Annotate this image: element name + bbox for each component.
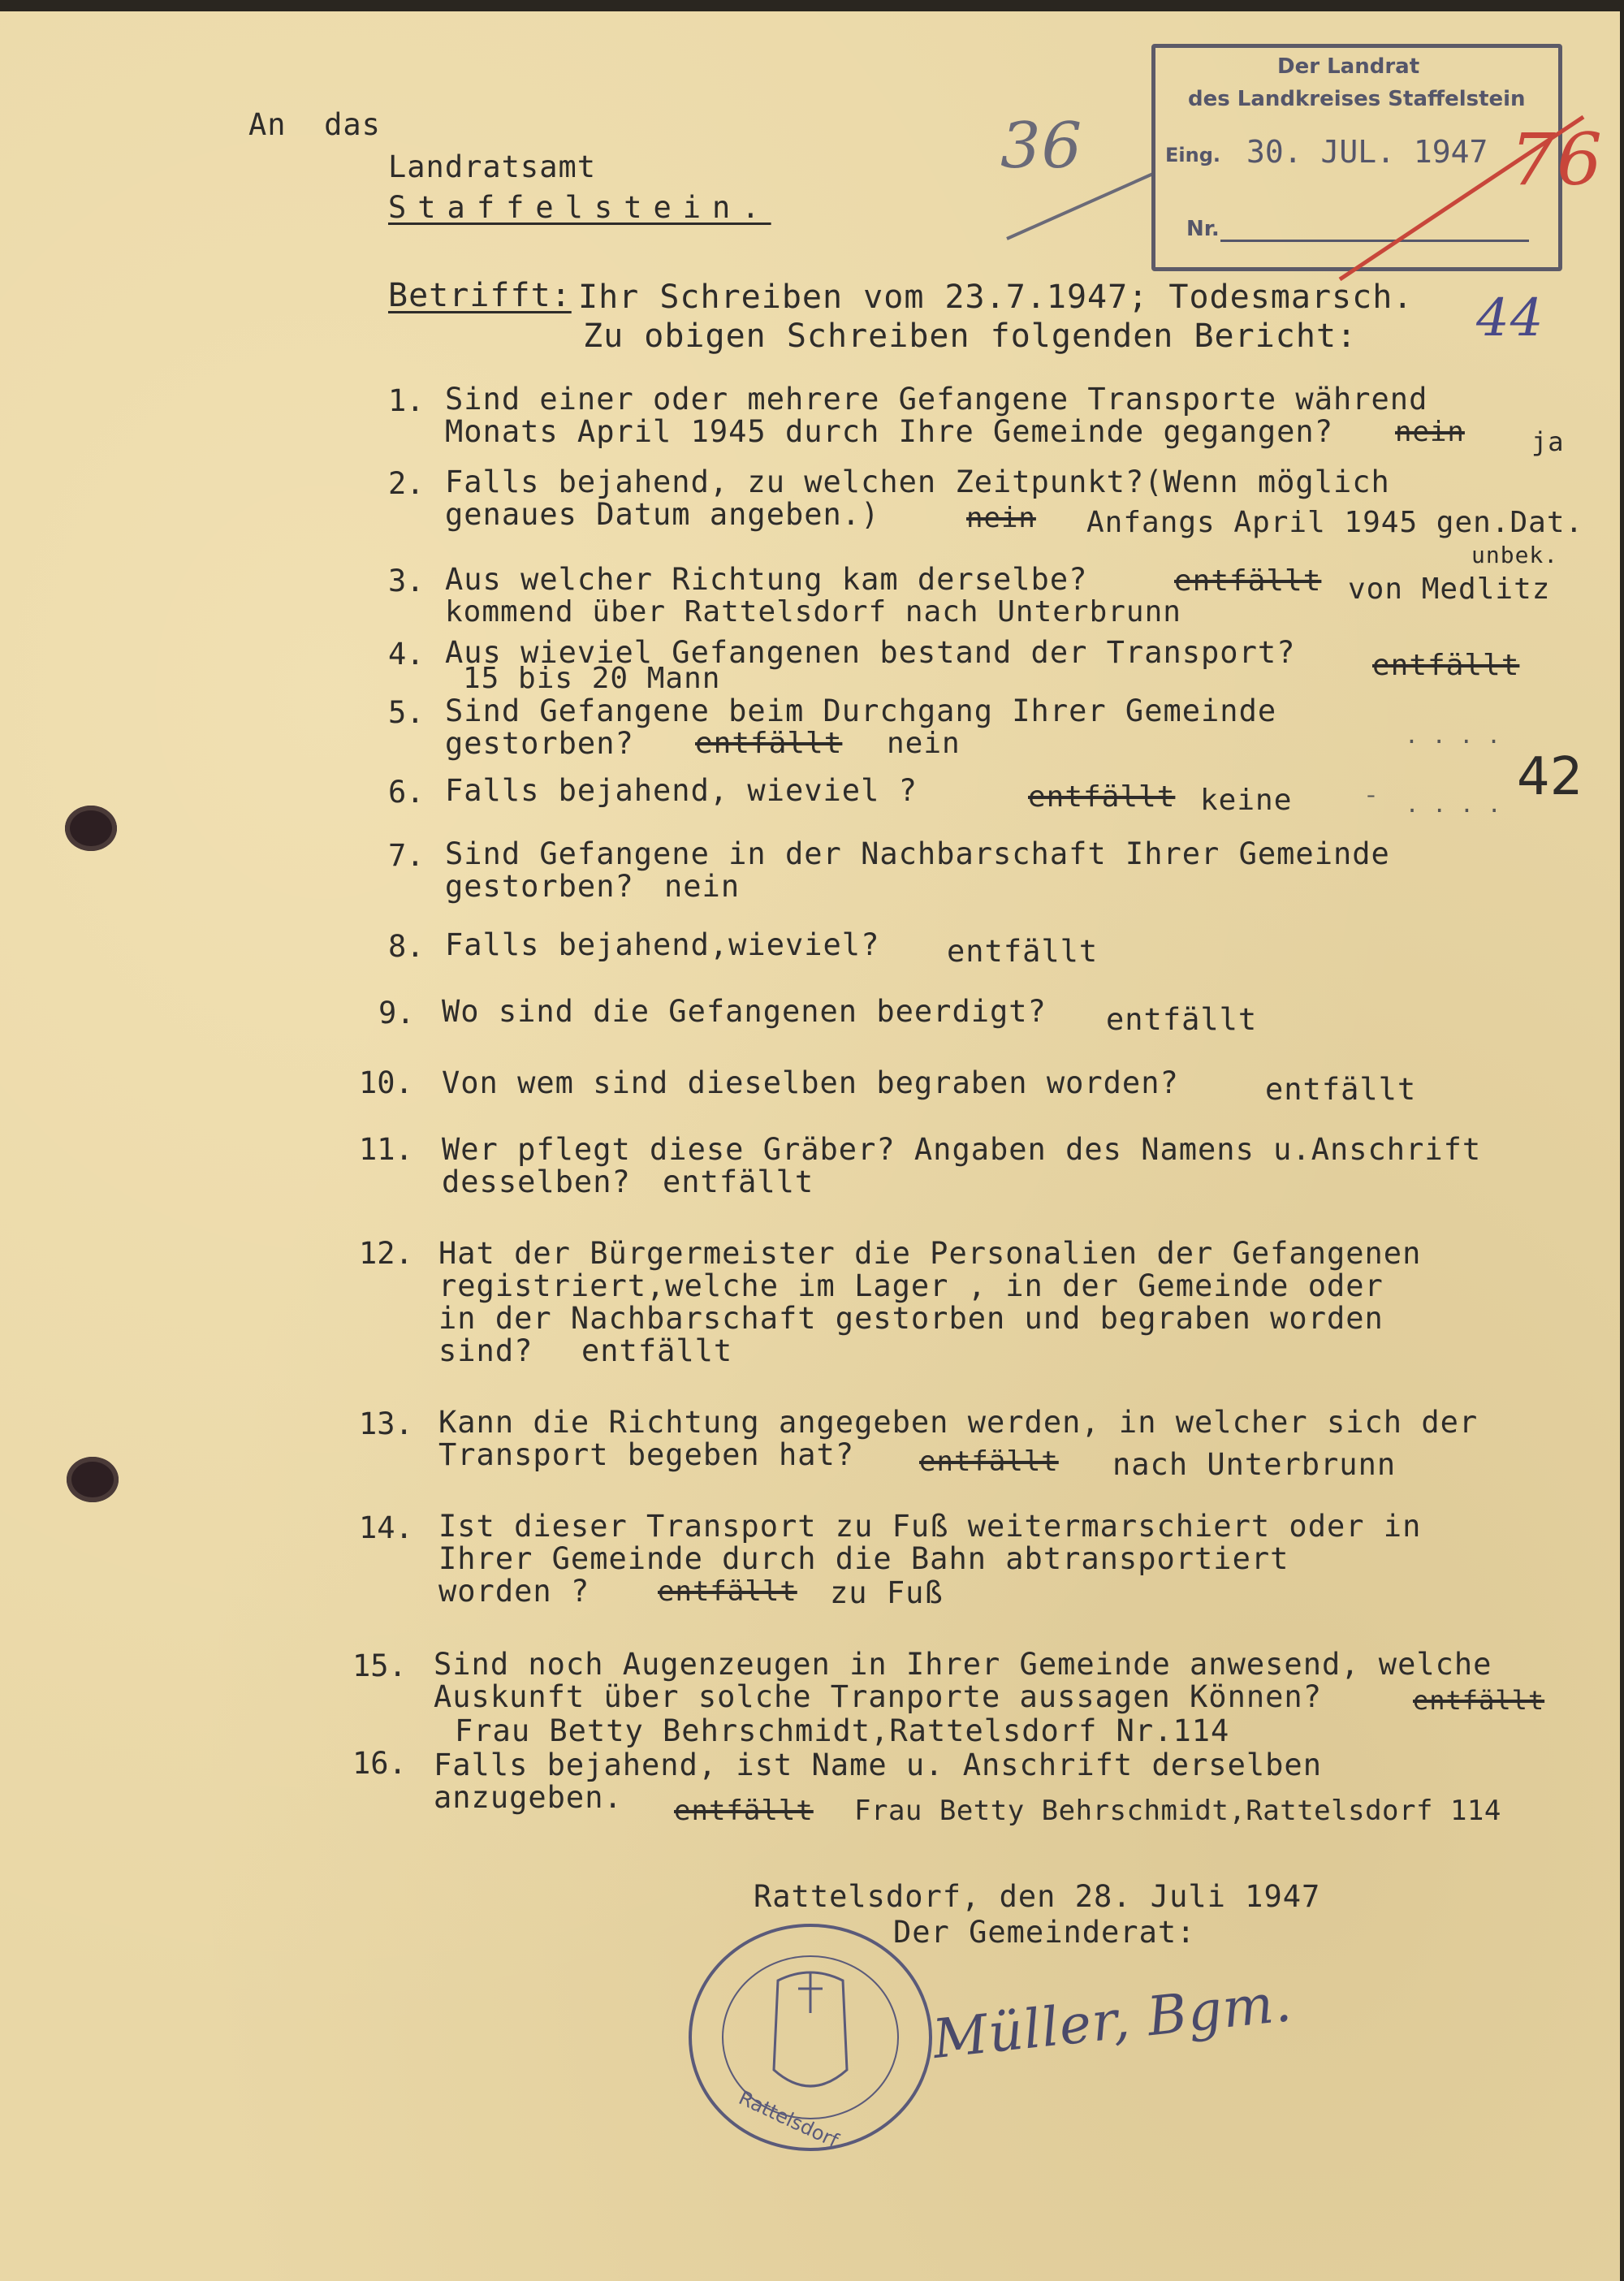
question-1-text: Sind einer oder mehrere Gefangene Transporte während Monats April 1945 durch Ihre Gemeinde gegangen? — [445, 382, 1428, 449]
question-11-text: Wer pflegt diese Gräber? Angaben des Namens u.Anschrift desselben? — [442, 1132, 1482, 1199]
stamp-line4: Nr. — [1186, 217, 1220, 241]
side-number: 42 — [1517, 747, 1583, 807]
subject-text: Ihr Schreiben vom 23.7.1947; Todesmarsch. — [578, 279, 1414, 316]
closing-place-date: Rattelsdorf, den 28. Juli 1947 — [754, 1879, 1321, 1914]
question-3-answer-2: kommend über Rattelsdorf nach Unterbrunn — [445, 595, 1181, 629]
question-5-answer: nein — [887, 727, 961, 760]
question-6-answer: keine — [1200, 784, 1293, 817]
question-3-text: Aus welcher Richtung kam derselbe? — [445, 562, 1088, 597]
question-2-number: 2. — [388, 466, 425, 501]
subject-hand-number: 44 — [1476, 288, 1544, 348]
stamp-date: 30. JUL. 1947 — [1246, 134, 1488, 170]
question-1-number: 1. — [388, 383, 425, 418]
question-3-number: 3. — [388, 564, 425, 598]
recipient-line1: An das — [248, 107, 381, 142]
question-12-number: 12. — [359, 1236, 413, 1271]
question-10-text: Von wem sind dieselben begraben worden? — [442, 1065, 1179, 1100]
question-3-struck: entfällt — [1174, 564, 1322, 598]
question-13-answer: nach Unterbrunn — [1112, 1447, 1397, 1482]
question-14-text: Ist dieser Transport zu Fuß weitermarschiert oder in Ihrer Gemeinde durch die Bahn abtransportiert worden ? — [438, 1509, 1422, 1609]
question-1-struck: nein — [1395, 416, 1465, 448]
question-2-struck: nein — [966, 502, 1036, 534]
stamp-line1: Der Landrat — [1277, 54, 1420, 79]
side-dots: . . . . — [1405, 722, 1501, 749]
subject-intro: Zu obigen Schreiben folgenden Bericht: — [583, 318, 1358, 355]
stamp-red-number: 76 — [1510, 118, 1603, 201]
question-15-struck: entfällt — [1413, 1685, 1545, 1716]
question-5-number: 5. — [388, 695, 425, 730]
municipal-seal — [680, 1916, 948, 2159]
question-2-answer-2: unbek. — [1471, 542, 1559, 568]
question-7-number: 7. — [388, 838, 425, 873]
signature: Müller, Bgm. — [930, 1971, 1295, 2071]
question-14-answer: zu Fuß — [830, 1575, 944, 1610]
seal-text: Rattelsdorf — [735, 2086, 842, 2153]
stamp-line3-prefix: Eing. — [1165, 144, 1221, 166]
side-dots-2: ¯ . . . . — [1364, 791, 1501, 818]
margin-slash — [999, 166, 1161, 247]
question-14-struck: entfällt — [658, 1575, 797, 1608]
question-10-answer: entfällt — [1265, 1072, 1417, 1107]
question-15-answer: Frau Betty Behrschmidt,Rattelsdorf Nr.114 — [455, 1713, 1230, 1748]
question-1-answer: ja — [1531, 426, 1565, 457]
recipient-line3: Staffelstein. — [388, 190, 771, 225]
question-16-text: Falls bejahend, ist Name u. Anschrift derselben anzugeben. — [434, 1747, 1322, 1815]
question-13-text: Kann die Richtung angegeben werden, in welcher sich der Transport begeben hat? — [438, 1405, 1479, 1472]
red-slash — [1332, 109, 1592, 287]
question-7-text: Sind Gefangene in der Nachbarschaft Ihrer Gemeinde gestorben? — [445, 836, 1390, 904]
question-8-number: 8. — [388, 929, 425, 964]
punch-hole-top — [65, 806, 117, 851]
recipient-line2: Landratsamt — [388, 149, 597, 184]
margin-number: 36 — [1000, 110, 1083, 183]
question-7-answer: nein — [664, 869, 741, 904]
question-8-answer: entfällt — [947, 934, 1099, 969]
question-11-answer: entfällt — [663, 1164, 814, 1199]
question-6-struck: entfällt — [1028, 780, 1176, 814]
question-6-number: 6. — [388, 775, 425, 810]
subject-label: Betrifft: — [388, 277, 572, 314]
stamp-line2: des Landkreises Staffelstein — [1188, 87, 1526, 111]
question-13-number: 13. — [359, 1406, 413, 1441]
question-5-struck: entfällt — [695, 727, 843, 760]
question-13-struck: entfällt — [919, 1445, 1059, 1478]
punch-hole-bottom — [67, 1457, 119, 1502]
question-4-answer: 15 bis 20 Mann — [463, 662, 721, 695]
question-4-number: 4. — [388, 637, 425, 672]
question-16-answer: Frau Betty Behrschmidt,Rattelsdorf 114 — [854, 1795, 1501, 1827]
question-11-number: 11. — [359, 1132, 413, 1167]
question-9-number: 9. — [378, 996, 415, 1030]
question-9-text: Wo sind die Gefangenen beerdigt? — [442, 994, 1047, 1029]
question-10-number: 10. — [359, 1065, 413, 1100]
question-4-struck: entfällt — [1372, 649, 1520, 682]
question-9-answer: entfällt — [1106, 1002, 1258, 1037]
question-8-text: Falls bejahend,wieviel? — [445, 927, 880, 962]
question-2-answer: Anfangs April 1945 gen.Dat. — [1086, 506, 1584, 539]
question-16-number: 16. — [352, 1746, 407, 1781]
question-3-answer: von Medlitz — [1348, 572, 1551, 606]
document-page — [0, 11, 1620, 2281]
question-12-text: Hat der Bürgermeister die Personalien der Gefangenen registriert,welche im Lager , in der Gemeinde oder in der Nachbarschaft gestorben und begraben worden sind? — [438, 1236, 1422, 1368]
question-5-text: Sind Gefangene beim Durchgang Ihrer Gemeinde gestorben? — [445, 693, 1277, 761]
closing-body: Der Gemeinderat: — [893, 1915, 1196, 1950]
question-4-text: Aus wieviel Gefangenen bestand der Transport? — [445, 635, 1296, 670]
question-12-answer: entfällt — [581, 1333, 733, 1368]
question-15-text: Sind noch Augenzeugen in Ihrer Gemeinde anwesend, welche Auskunft über solche Tranporte aussagen Können? — [434, 1647, 1492, 1714]
question-2-text: Falls bejahend, zu welchen Zeitpunkt?(Wenn möglich genaues Datum angeben.) — [445, 464, 1390, 532]
question-16-struck: entfällt — [674, 1795, 814, 1827]
question-15-number: 15. — [352, 1648, 407, 1683]
question-6-text: Falls bejahend, wieviel ? — [445, 773, 918, 808]
question-14-number: 14. — [359, 1510, 413, 1545]
